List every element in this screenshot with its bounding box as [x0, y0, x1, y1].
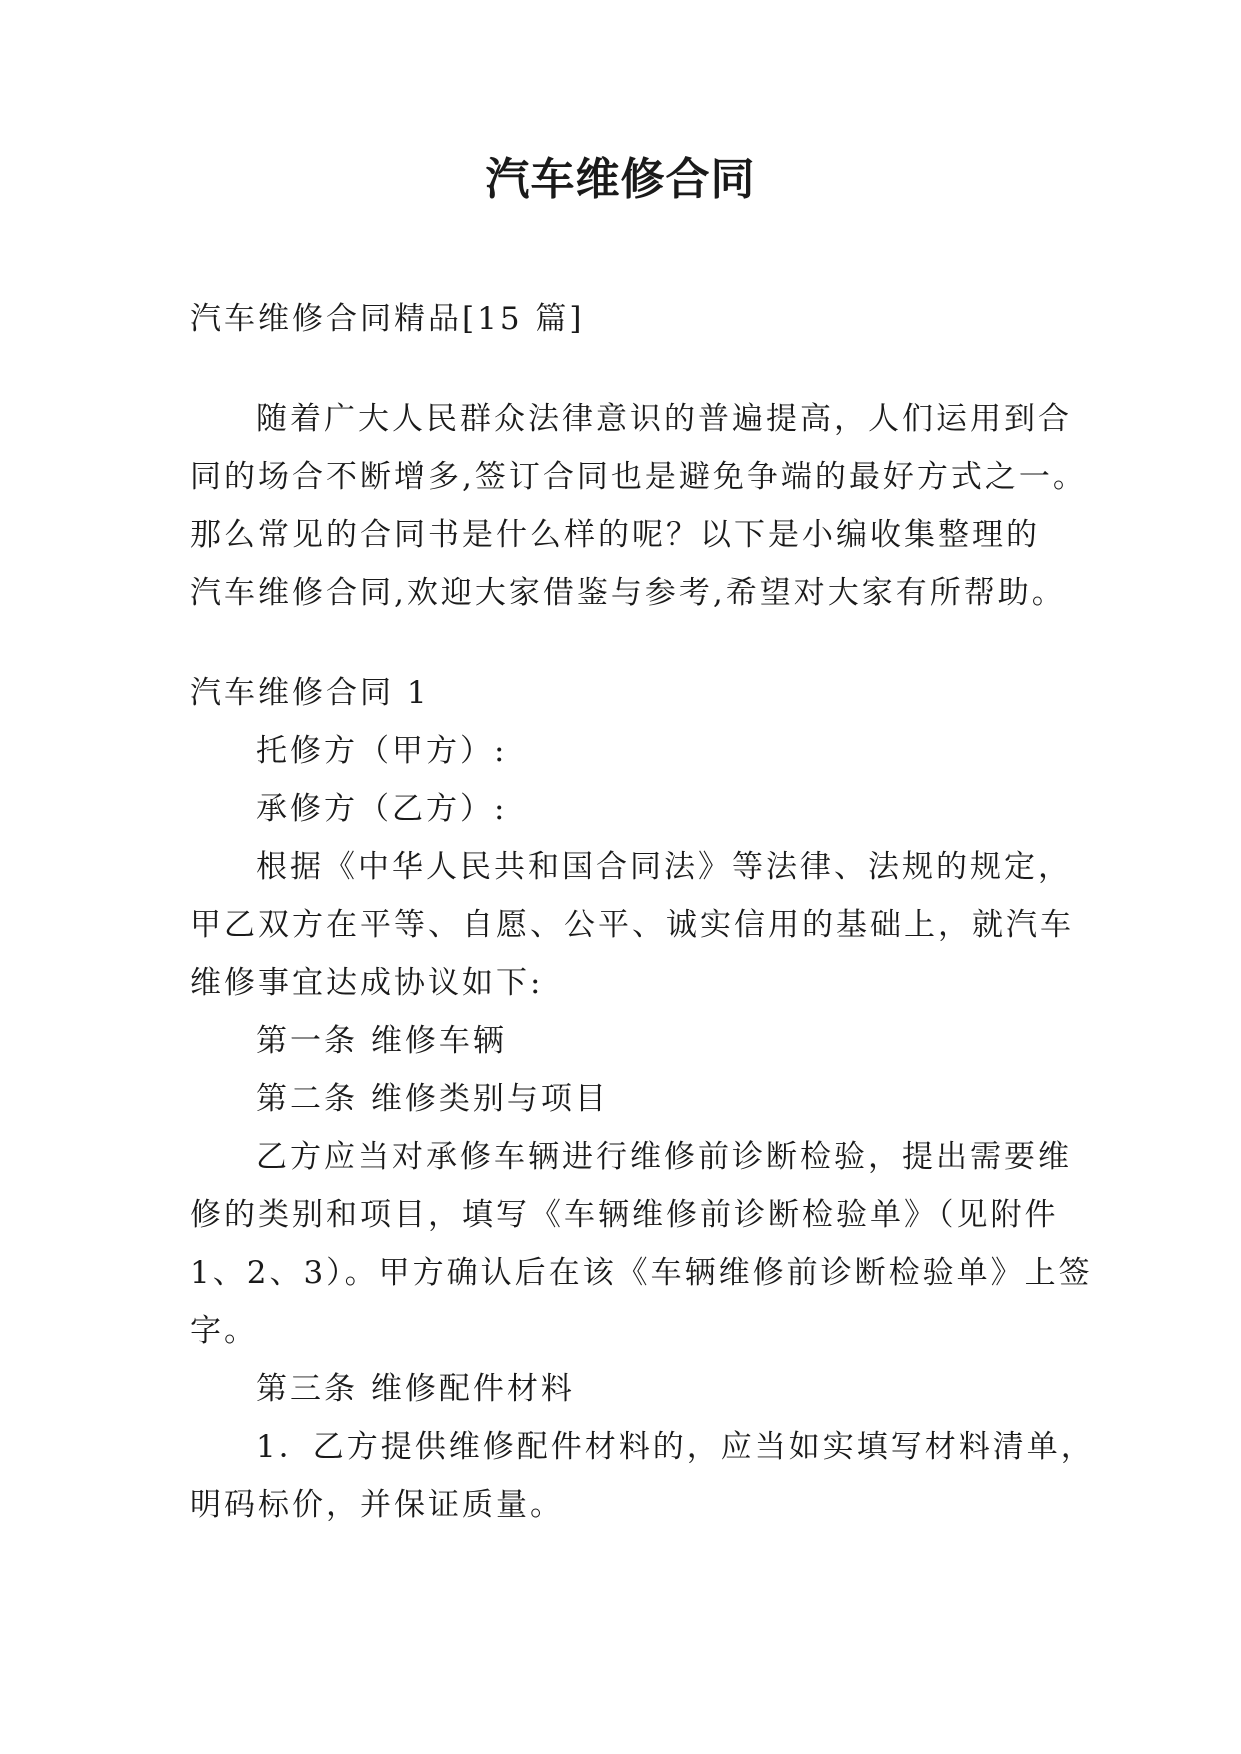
- article-2-heading: 第二条 维修类别与项目: [256, 1081, 609, 1117]
- basis-line-1: 根据《中华人民共和国合同法》等法律、法规的规定，: [256, 849, 1072, 885]
- article-3-line-1: 1．乙方提供维修配件材料的，应当如实填写材料清单，: [256, 1429, 1095, 1465]
- article-2-line-4: 字。: [190, 1313, 258, 1349]
- article-2-line-2: 修的类别和项目，填写《车辆维修前诊断检验单》（见附件: [190, 1197, 1059, 1233]
- document-subtitle: 汽车维修合同精品[15 篇]: [190, 301, 585, 337]
- basis-line-2: 甲乙双方在平等、自愿、公平、诚实信用的基础上，就汽车: [190, 907, 1074, 943]
- article-2-line-1: 乙方应当对承修车辆进行维修前诊断检验，提出需要维: [256, 1139, 1072, 1175]
- article-2-line-3: 1、2、3）。甲方确认后在该《车辆维修前诊断检验单》上签: [190, 1255, 1093, 1291]
- party-a-line: 托修方（甲方）:: [256, 733, 508, 769]
- document-title: 汽车维修合同: [485, 154, 756, 205]
- intro-line-4: 汽车维修合同,欢迎大家借鉴与参考,希望对大家有所帮助。: [190, 575, 1066, 611]
- article-3-line-2: 明码标价，并保证质量。: [190, 1487, 564, 1523]
- document-body: [190, 290, 1095, 1534]
- basis-line-3: 维修事宜达成协议如下:: [190, 965, 544, 1001]
- article-1-heading: 第一条 维修车辆: [256, 1023, 507, 1059]
- party-b-line: 承修方（乙方）:: [256, 791, 508, 827]
- intro-line-2: 同的场合不断增多,签订合同也是避免争端的最好方式之一。: [190, 459, 1087, 495]
- intro-line-1: 随着广大人民群众法律意识的普遍提高，人们运用到合: [256, 401, 1072, 437]
- section-heading: 汽车维修合同 1: [190, 675, 430, 711]
- article-3-heading: 第三条 维修配件材料: [256, 1371, 575, 1407]
- intro-line-3: 那么常见的合同书是什么样的呢？以下是小编收集整理的: [190, 517, 1040, 553]
